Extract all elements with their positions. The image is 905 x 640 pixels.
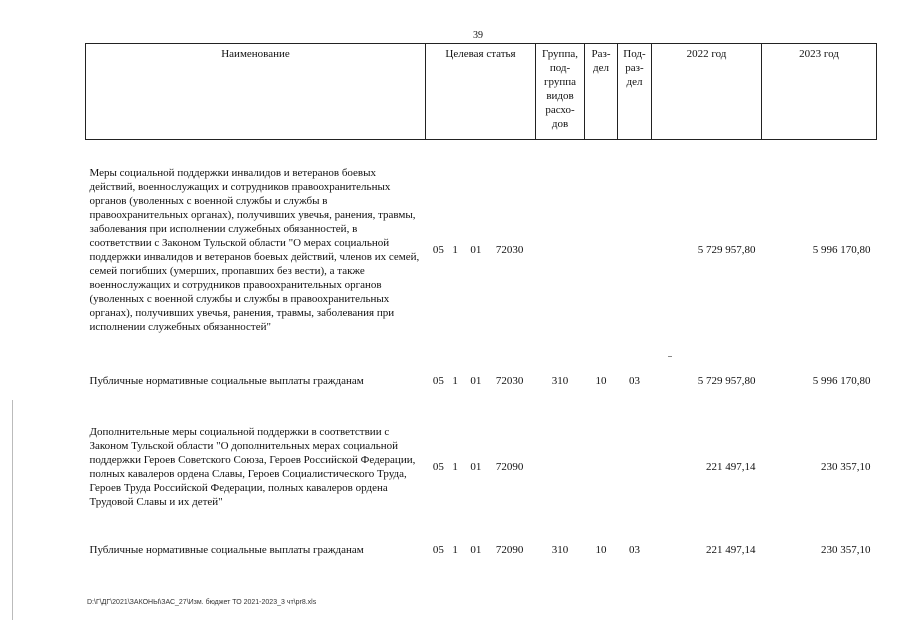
target-subprogram: 1 [452, 243, 458, 256]
row-target-code [426, 140, 536, 360]
footer-file-path: D:\Г\ДГ\2021\ЗАКОНЫ\ЗАС_27\Изм. бюджет ТО 2021-2023_3 чт\pr8.xls [87, 599, 317, 606]
row-subsection: 03 [629, 374, 640, 387]
scan-artifact [12, 400, 13, 620]
target-event: 01 [470, 460, 482, 473]
row-section [585, 402, 618, 532]
target-program: 05 [432, 460, 444, 473]
header-2022: 2022 год [652, 44, 762, 140]
row-section: 10 [595, 543, 607, 556]
row-subsection [618, 402, 652, 532]
row-2023: 230 357,10 [821, 543, 871, 556]
row-target-code [426, 402, 536, 532]
table-header-row [86, 44, 877, 140]
target-direction: 72090 [495, 460, 524, 473]
table-row [86, 532, 877, 568]
row-group [536, 140, 585, 360]
row-group: 310 [551, 543, 569, 556]
target-subprogram: 1 [452, 460, 458, 473]
page-number: 39 [473, 30, 483, 41]
row-2023: 5 996 170,80 [812, 243, 871, 256]
budget-table [85, 43, 877, 568]
row-section: 10 [595, 374, 607, 387]
table-row [86, 360, 877, 402]
row-name: Публичные нормативные социальные выплаты гражданам [89, 374, 364, 387]
target-direction: 72030 [495, 243, 524, 256]
target-event: 01 [470, 243, 482, 256]
target-subprogram: 1 [452, 374, 458, 387]
row-name: Меры социальной поддержки инвалидов и ветеранов боевых действий, военнослужащих и сотрудников правоохранительных органов (уволенных с военной службы и службы в правоохранительных органах), получивших увечья, ранения, травмы, заболевания при исполнении служебных обязанностей, в соответствии с Законом Тульской области "О мерах социальной поддержки инвалидов и ветеранов боевых действий, членов их семей, семей погибших (умерших, пропавших без вести), а также военнослужащих и сотрудников правоохранительных органов (уволенных с военной службы и службы в правоохранительных органах), получивших увечья, ранения, травмы, заболевания при исполнении служебных обязанностей" [89, 166, 420, 333]
header-section: Раз-дел [585, 44, 618, 140]
row-name: Публичные нормативные социальные выплаты гражданам [89, 543, 364, 556]
row-name: Дополнительные меры социальной поддержки в соответствии с Законом Тульской области "О дополнительных мерах социальной поддержки Героев Советского Союза, Героев Российской Федерации, полных кавалеров ордена Славы, Героев Социалистического Труда, Героев Труда Российской Федерации, полных кавалеров ордена Трудовой Славы и их детей" [89, 425, 416, 508]
row-group: 310 [551, 374, 569, 387]
table-row [86, 140, 877, 360]
row-2022: 221 497,14 [706, 543, 756, 556]
header-group: Группа, под-группа видов расхо-дов [536, 44, 585, 140]
row-subsection: 03 [629, 543, 640, 556]
header-name: Наименование [86, 44, 426, 140]
header-target: Целевая статья [426, 44, 536, 140]
row-2022: 5 729 957,80 [697, 374, 756, 387]
row-subsection [618, 140, 652, 360]
row-target-code [426, 532, 536, 568]
header-subsection: Под-раз-дел [618, 44, 652, 140]
row-2022: 221 497,14 [706, 460, 756, 473]
target-program: 05 [432, 243, 444, 256]
table-row [86, 402, 877, 532]
target-program: 05 [432, 543, 444, 556]
row-group [536, 402, 585, 532]
row-section [585, 140, 618, 360]
scan-artifact [668, 356, 672, 357]
target-subprogram: 1 [452, 543, 458, 556]
row-2023: 5 996 170,80 [812, 374, 871, 387]
row-2023: 230 357,10 [821, 460, 871, 473]
target-direction: 72090 [495, 543, 524, 556]
target-event: 01 [470, 374, 482, 387]
target-direction: 72030 [495, 374, 524, 387]
target-event: 01 [470, 543, 482, 556]
header-2023: 2023 год [762, 44, 877, 140]
row-target-code [426, 360, 536, 402]
row-2022: 5 729 957,80 [697, 243, 756, 256]
target-program: 05 [432, 374, 444, 387]
